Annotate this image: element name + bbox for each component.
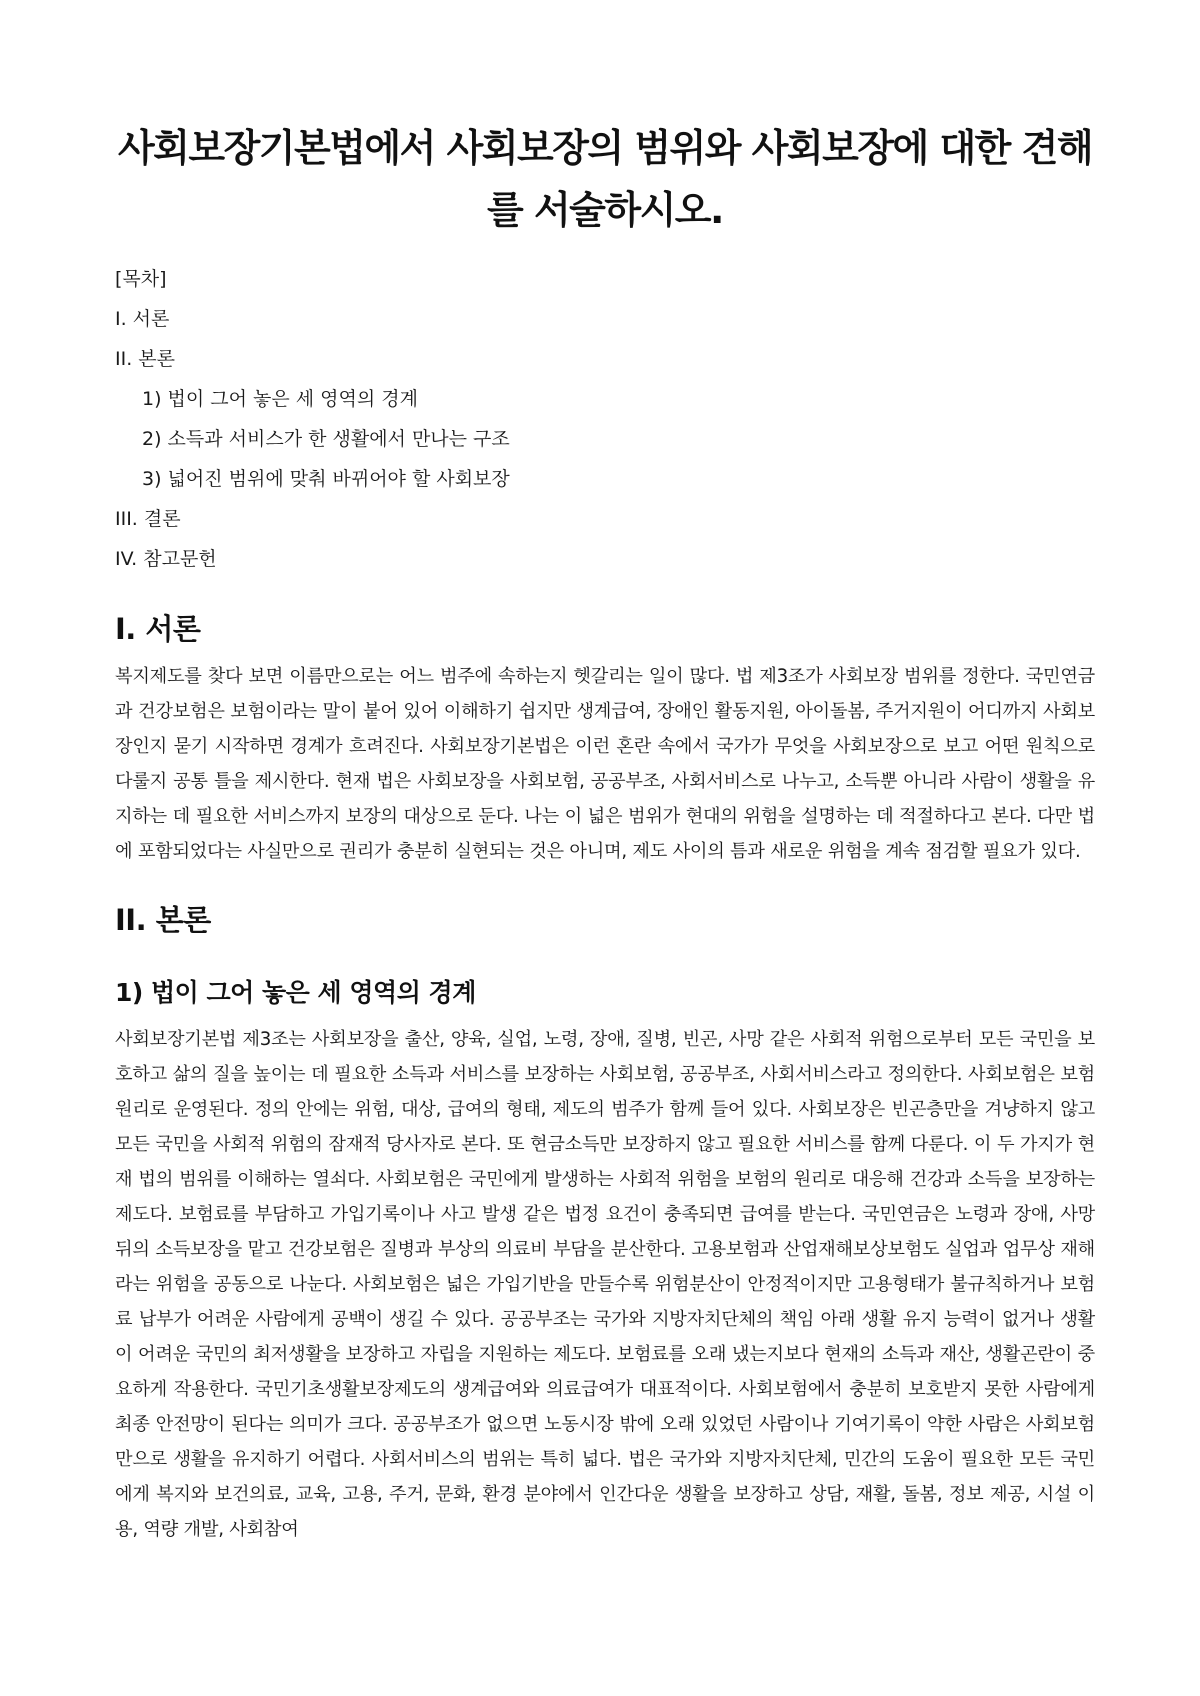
- toc-item: I. 서론: [115, 308, 170, 330]
- toc-item: 1) 법이 그어 놓은 세 영역의 경계: [142, 388, 418, 410]
- toc-item: III. 결론: [115, 508, 181, 530]
- table-of-contents: [115, 259, 1095, 579]
- toc-item: 2) 소득과 서비스가 한 생활에서 만나는 구조: [142, 428, 510, 450]
- document-page: [115, 0, 1095, 1547]
- body-paragraph: 사회보장기본법 제3조는 사회보장을 출산, 양육, 실업, 노령, 장애, 질병, 빈곤, 사망 같은 사회적 위험으로부터 모든 국민을 보호하고 삶의 질을 높이는 데 필요한 소득과 서비스를 보장하는 사회보험, 공공부조, 사회서비스라고 정의한다. 사회보험은 보험 원리로 운영된다. 정의 안에는 위험, 대상, 급여의 형태, 제도의 범주가 함께 들어 있다. 사회보장은 빈곤층만을 겨냥하지 않고 모든 국민을 사회적 위험의 잠재적 당사자로 본다. 또 현금소득만 보장하지 않고 필요한 서비스를 함께 다룬다. 이 두 가지가 현재 법의 범위를 이해하는 열쇠다. 사회보험은 국민에게 발생하는 사회적 위험을 보험의 원리로 대응해 건강과 소득을 보장하는 제도다. 보험료를 부담하고 가입기록이나 사고 발생 같은 법정 요건이 충족되면 급여를 받는다. 국민연금은 노령과 장애, 사망 뒤의 소득보장을 맡고 건강보험은 질병과 부상의 의료비 부담을 분산한다. 고용보험과 산업재해보상보험도 실업과 업무상 재해라는 위험을 공동으로 나눈다. 사회보험은 넓은 가입기반을 만들수록 위험분산이 안정적이지만 고용형태가 불규칙하거나 보험료 납부가 어려운 사람에게 공백이 생길 수 있다. 공공부조는 국가와 지방자치단체의 책임 아래 생활 유지 능력이 없거나 생활이 어려운 국민의 최저생활을 보장하고 자립을 지원하는 제도다. 보험료를 오래 냈는지보다 현재의 소득과 재산, 생활곤란이 중요하게 작용한다. 국민기초생활보장제도의 생계급여와 의료급여가 대표적이다. 사회보험에서 충분히 보호받지 못한 사람에게 최종 안전망이 된다는 의미가 크다. 공공부조가 없으면 노동시장 밖에 오래 있었던 사람이나 기여기록이 약한 사람은 사회보험만으로 생활을 유지하기 어렵다. 사회서비스의 범위는 특히 넓다. 법은 국가와 지방자치단체, 민간의 도움이 필요한 모든 국민에게 복지와 보건의료, 교육, 고용, 주거, 문화, 환경 분야에서 인간다운 생활을 보장하고 상담, 재활, 돌봄, 정보 제공, 시설 이용, 역량 개발, 사회참여: [115, 1029, 1095, 1540]
- intro-paragraph: 복지제도를 찾다 보면 이름만으로는 어느 범주에 속하는지 헷갈리는 일이 많다. 법 제3조가 사회보장 범위를 정한다. 국민연금과 건강보험은 보험이라는 말이 붙어 있어 이해하기 쉽지만 생계급여, 장애인 활동지원, 아이돌봄, 주거지원이 어디까지 사회보장인지 묻기 시작하면 경계가 흐려진다. 사회보장기본법은 이런 혼란 속에서 국가가 무엇을 사회보장으로 보고 어떤 원칙으로 다룰지 공통 틀을 제시한다. 현재 법은 사회보장을 사회보험, 공공부조, 사회서비스로 나누고, 소득뿐 아니라 사람이 생활을 유지하는 데 필요한 서비스까지 보장의 대상으로 둔다. 나는 이 넓은 범위가 현대의 위험을 설명하는 데 적절하다고 본다. 다만 법에 포함되었다는 사실만으로 권리가 충분히 실현되는 것은 아니며, 제도 사이의 틈과 새로운 위험을 계속 점검할 필요가 있다.: [115, 666, 1095, 862]
- toc-item: 3) 넓어진 범위에 맞춰 바뀌어야 할 사회보장: [142, 468, 510, 490]
- section-heading-intro: I. 서론: [115, 612, 201, 646]
- toc-item: IV. 참고문헌: [115, 548, 217, 570]
- section-heading-body: II. 본론: [115, 903, 211, 937]
- document-title: 사회보장기본법에서 사회보장의 범위와 사회보장에 대한 견해를 서술하시오.: [117, 126, 1093, 232]
- subsection-heading: 1) 법이 그어 놓은 세 영역의 경계: [115, 978, 476, 1007]
- toc-heading: [목차]: [115, 268, 167, 290]
- toc-item: II. 본론: [115, 348, 175, 370]
